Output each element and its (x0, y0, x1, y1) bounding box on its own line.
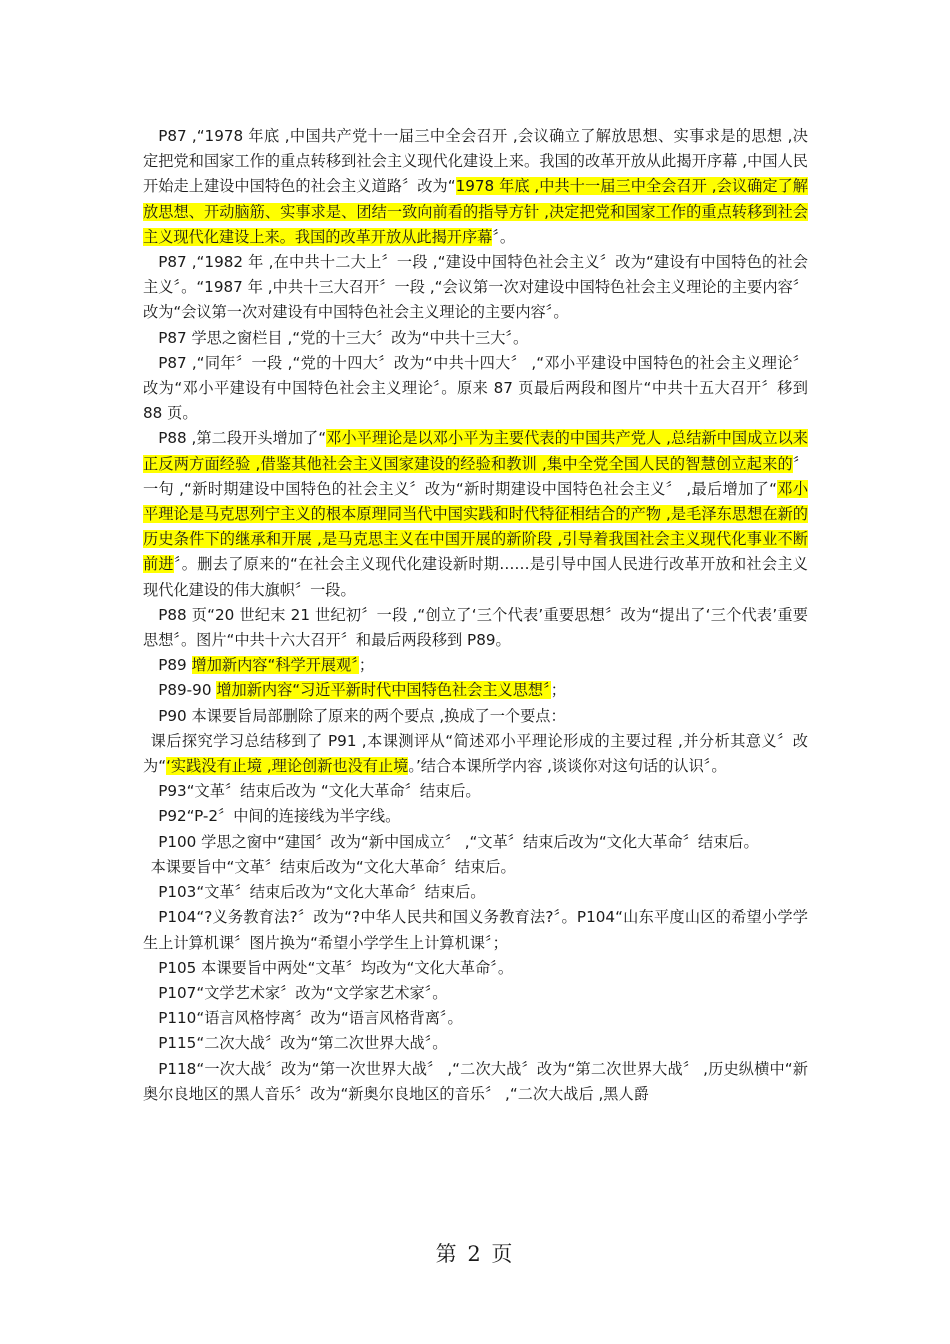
paragraph-text: P115“二次大战〞改为“第二次世界大战〞。 (158, 1034, 448, 1053)
paragraph (143, 678, 808, 703)
paragraph-text: 〞。删去了原来的“在社会主义现代化建设新时期……是引导中国人民进行改革开放和社会主义现代化建设的伟大旗帜〞一段。 (143, 555, 808, 599)
highlighted-text: 1978 年底 ,中共十一届三中全会召开 ,会议确定了解放思想、开动脑筋、实事求是、团结一致向前看的指导方针 ,决定把党和国家工作的重点转移到社会主义现代化建设上来。我国的改革开放从此揭开序幕 (143, 177, 808, 246)
page-footer: 第 2 页 (435, 1242, 515, 1266)
paragraph-text: ； (550, 681, 566, 700)
paragraph-text: P110“语言风格悖离〞改为“语言风格背离〞。 (158, 1009, 463, 1028)
paragraph-text: 。’结合本课所学内容 ,谈谈你对这句话的认识〞。 (408, 757, 727, 776)
paragraph (143, 729, 808, 779)
paragraph (143, 956, 808, 981)
paragraph-text: P88 ,第二段开头增加了“ (158, 429, 327, 448)
paragraph-text: P87 ,“同年〞一段 ,“党的十四大〞改为“中共十四大〞 ,“邓小平建设中国特色的社会主义理论〞改为“邓小平建设有中国特色社会主义理论〞。原来 87 页最后两段和图片“中共十五大召开〞移到 88 页。 (143, 353, 808, 423)
paragraph (143, 603, 808, 653)
paragraph (143, 1006, 808, 1031)
paragraph (143, 855, 808, 880)
paragraph-text: P92“P-2〞中间的连接线为半字线。 (158, 807, 401, 826)
highlighted-text: 邓小平理论是以邓小平为主要代表的中国共产党人 ,总结新中国成立以来正反两方面经验 ,借鉴其他社会主义国家建设的经验和教训 ,集中全党全国人民的智慧创立起来的 (143, 429, 808, 473)
paragraph-text: P88 页“20 世纪末 21 世纪初〞一段 ,“创立了‘三个代表’重要思想〞改为“提出了‘三个代表’重要思想〞。图片“中共十六大召开〞和最后两段移到 P89。 (143, 605, 808, 650)
document-body (143, 124, 808, 1107)
paragraph (143, 804, 808, 829)
paragraph (143, 779, 808, 804)
highlighted-text: 增加新内容“科学开展观〞 (191, 656, 359, 675)
paragraph (143, 830, 808, 855)
paragraph-text: P100 学思之窗中“建国〞改为“新中国成立〞 ,“文革〞结束后改为“文化大革命〞结束后。 (158, 832, 759, 851)
paragraph (143, 124, 808, 250)
paragraph-text: P93“文革〞结束后改为 “文化大革命〞结束后。 (158, 782, 481, 801)
paragraph-text: P105 本课要旨中两处“文革〞均改为“文化大革命〞。 (158, 958, 514, 977)
paragraph-text: 课后探究学习总结移到了 P91 ,本课测评从“简述邓小平理论形成的主要过程 ,并分析其意义〞改为“ (143, 731, 808, 776)
paragraph-text: P103“文革〞结束后改为“文化大革命〞结束后。 (158, 883, 486, 902)
paragraph (143, 1057, 808, 1107)
paragraph (143, 653, 808, 678)
paragraph (143, 981, 808, 1006)
paragraph-text: P87 ,“1978 年底 ,中国共产党十一届三中全会召开 ,会议确立了解放思想、实事求是的思想 ,决定把党和国家工作的重点转移到社会主义现代化建设上来。我国的改革开放从此揭开序幕 ,中国人民开始走上建设中国特色的社会主义道路〞改为“ (143, 127, 808, 196)
paragraph-text: P89 (158, 656, 192, 675)
paragraph-text: P118“一次大战〞改为“第一次世界大战〞 ,“二次大战〞改为“第二次世界大战〞 ,历史纵横中“新奥尔良地区的黑人音乐〞改为“新奥尔良地区的音乐〞 ,“二次大战后 ,黑人爵 (143, 1059, 808, 1103)
paragraph-text: P104“?义务教育法?〞改为“?中华人民共和国义务教育法?〞。P104“山东平度山区的希望小学学生上计算机课〞图片换为“希望小学学生上计算机课〞； (143, 908, 808, 952)
paragraph-text: 〞一句 ,“新时期建设中国特色的社会主义〞改为“新时期建设中国特色社会主义〞 ,最后增加了“ (143, 454, 808, 498)
highlighted-text: ‘实践没有止境 ,理论创新也没有止境 (166, 757, 409, 776)
paragraph (143, 880, 808, 905)
paragraph (143, 1031, 808, 1056)
paragraph (143, 250, 808, 326)
paragraph-text: P87 ,“1982 年 ,在中共十二大上〞一段 ,“建设中国特色社会主义〞改为“建设有中国特色的社会主义〞。“1987 年 ,中共十三大召开〞一段 ,“会议第一次对建设中国特色社会主义理论的主要内容〞改为“会议第一次对建设有中国特色社会主义理论的主要内容〞。 (143, 253, 808, 322)
highlighted-text: 增加新内容“习近平新时代中国特色社会主义思想〞 (216, 681, 551, 700)
paragraph-text: P107“文学艺术家〞改为“文学家艺术家〞。 (158, 983, 448, 1002)
paragraph-text: P89-90 (158, 681, 217, 700)
paragraph (143, 326, 808, 351)
paragraph-text: P90 本课要旨局部删除了原来的两个要点 ,换成了一个要点： (158, 706, 566, 725)
paragraph-text: ； (358, 656, 375, 675)
highlighted-text: 邓小平理论是马克思列宁主义的根本原理同当代中国实践和时代特征相结合的产物 ,是毛泽东思想在新的历史条件下的继承和开展 ,是马克思主义在中国开展的新阶段 ,引导着我国社会主义现代化事业不断前进 (143, 479, 809, 574)
paragraph-text: P87 学思之窗栏目 ,“党的十三大〞改为“中共十三大〞。 (158, 328, 529, 347)
paragraph-text: 本课要旨中“文革〞结束后改为“文化大革命〞结束后。 (150, 857, 516, 876)
paragraph (143, 426, 808, 602)
paragraph (143, 351, 808, 427)
paragraph (143, 905, 808, 955)
paragraph-text: 〞。 (492, 227, 516, 246)
paragraph (143, 704, 808, 729)
